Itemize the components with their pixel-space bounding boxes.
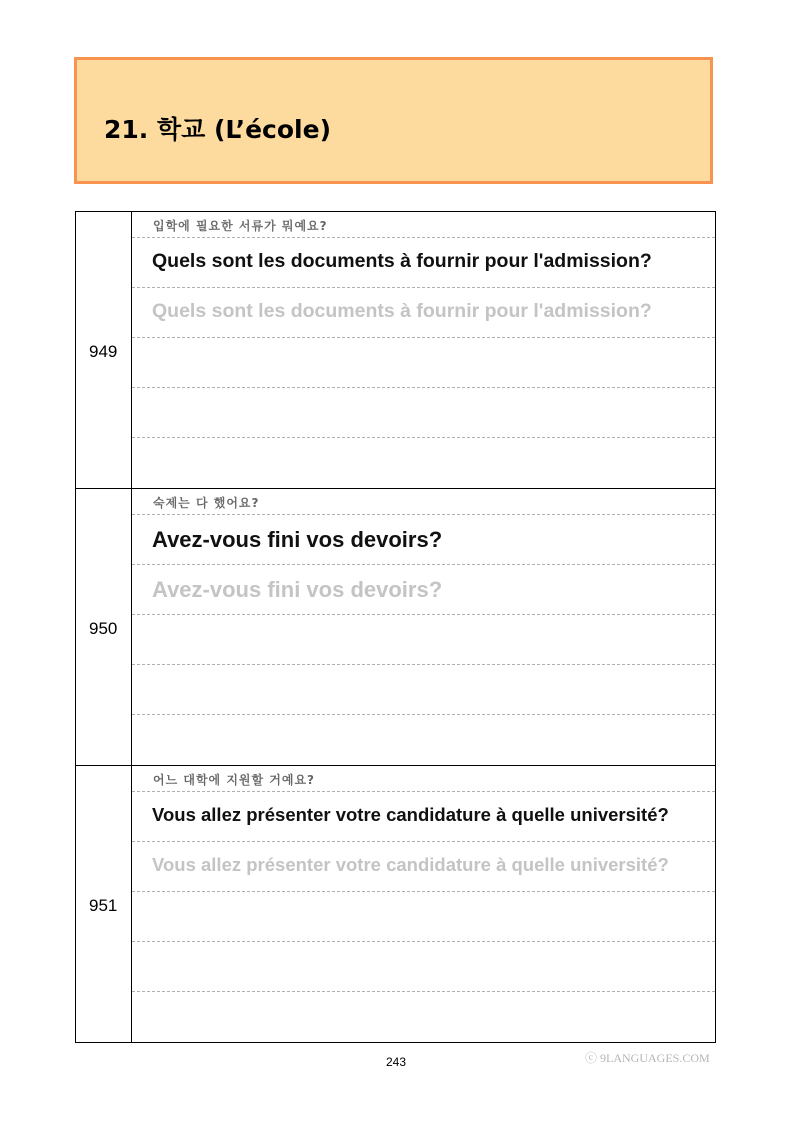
korean-sentence: 어느 대학에 지원할 거예요? xyxy=(153,773,316,787)
entry-rows xyxy=(132,212,715,488)
trace-row xyxy=(132,288,715,338)
copyright-notice: ⓒ 9LANGUAGES.COM xyxy=(585,1051,710,1065)
korean-row xyxy=(132,489,715,515)
korean-sentence: 입학에 필요한 서류가 뭐예요? xyxy=(153,219,328,233)
entry-number-cell xyxy=(76,766,132,1042)
entry-number: 949 xyxy=(89,342,118,361)
practice-entry-950 xyxy=(75,488,716,765)
writing-line[interactable] xyxy=(132,615,715,665)
korean-row xyxy=(132,766,715,792)
french-trace-sentence: Vous allez présenter votre candidature à quelle université? xyxy=(152,854,669,875)
entry-rows xyxy=(132,766,715,1042)
trace-row xyxy=(132,842,715,892)
korean-row xyxy=(132,212,715,238)
entry-number-cell xyxy=(76,212,132,488)
french-sentence: Vous allez présenter votre candidature à quelle université? xyxy=(152,804,669,825)
trace-row xyxy=(132,565,715,615)
french-row xyxy=(132,792,715,842)
entry-number: 950 xyxy=(89,619,118,638)
french-trace-sentence: Quels sont les documents à fournir pour l'admission? xyxy=(152,300,652,322)
writing-line[interactable] xyxy=(132,338,715,388)
french-trace-sentence: Avez-vous fini vos devoirs? xyxy=(152,577,443,602)
writing-line[interactable] xyxy=(132,388,715,438)
writing-line[interactable] xyxy=(132,438,715,488)
page-number: 243 xyxy=(386,1055,407,1069)
practice-entry-951 xyxy=(75,765,716,1043)
writing-line[interactable] xyxy=(132,992,715,1042)
writing-line[interactable] xyxy=(132,942,715,992)
entry-number: 951 xyxy=(89,896,118,915)
practice-table xyxy=(75,211,716,1043)
french-sentence: Quels sont les documents à fournir pour l'admission? xyxy=(152,250,652,272)
writing-line[interactable] xyxy=(132,892,715,942)
writing-line[interactable] xyxy=(132,715,715,765)
french-row xyxy=(132,515,715,565)
chapter-header xyxy=(74,57,713,184)
french-sentence: Avez-vous fini vos devoirs? xyxy=(152,527,443,552)
entry-number-cell xyxy=(76,489,132,765)
entry-rows xyxy=(132,489,715,765)
french-row xyxy=(132,238,715,288)
chapter-title: 21. 학교 (L’école) xyxy=(104,115,331,144)
korean-sentence: 숙제는 다 했어요? xyxy=(153,496,260,510)
practice-entry-949 xyxy=(75,211,716,488)
writing-line[interactable] xyxy=(132,665,715,715)
